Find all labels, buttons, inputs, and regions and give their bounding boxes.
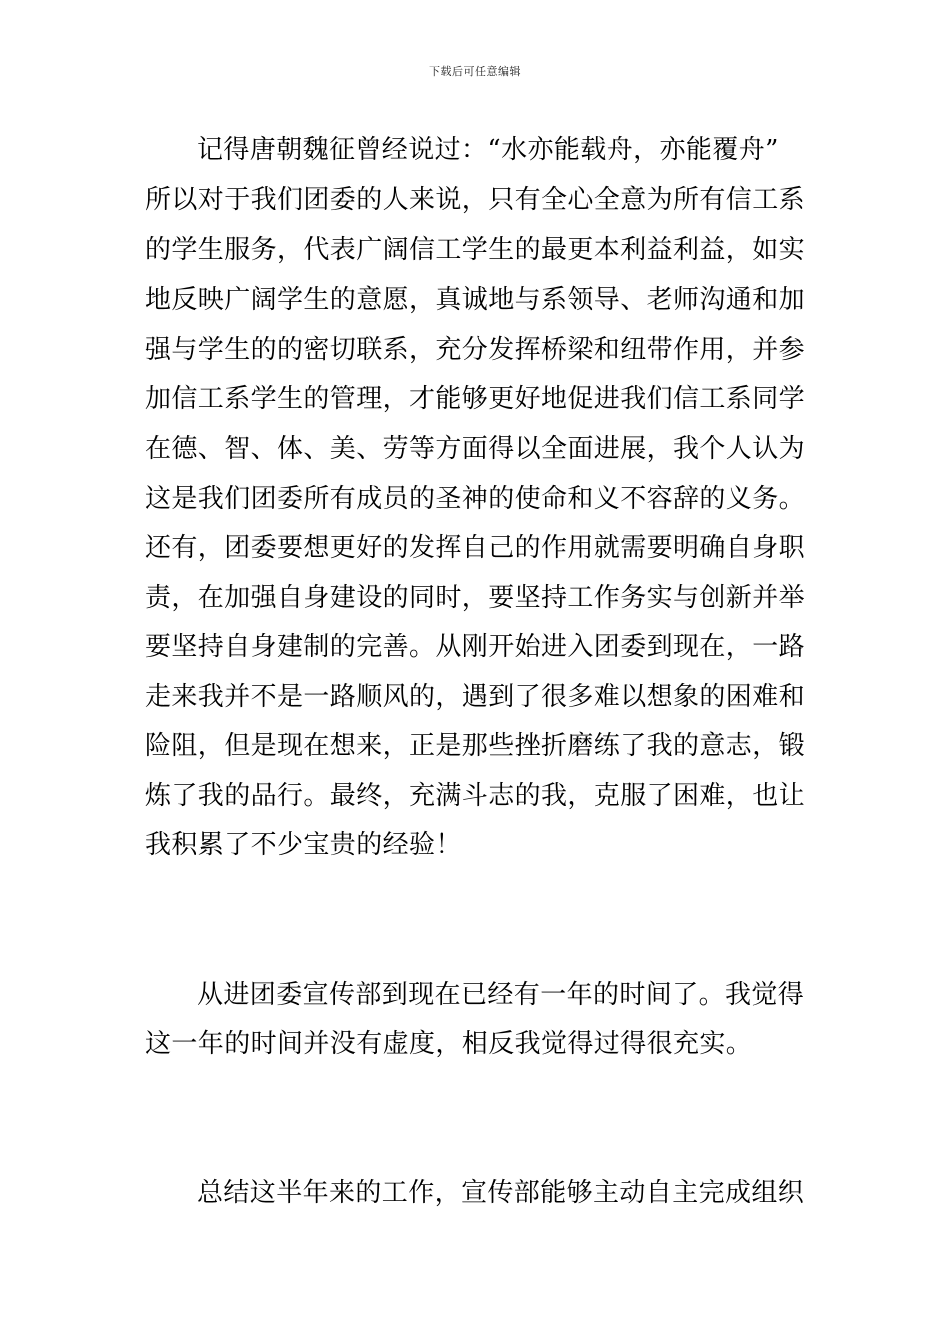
text-line: 强与学生的的密切联系，充分发挥桥梁和纽带作用，并参 [145,335,806,365]
text-line: 我积累了不少宝贵的经验！ [145,830,462,860]
text-line: 这是我们团委所有成员的圣神的使命和义不容辞的义务。 [145,484,806,514]
text-line: 炼了我的品行。最终，充满斗志的我，克服了困难，也让 [145,781,806,811]
page-header: 下载后可任意编辑 [429,65,521,78]
text-line: 在德、智、体、美、劳等方面得以全面进展，我个人认为 [145,434,806,464]
text-line: 总结这半年来的工作，宣传部能够主动自主完成组织 [197,1178,805,1208]
text-line: 的学生服务，代表广阔信工学生的最更本利益利益，如实 [145,235,806,265]
text-line: 记得唐朝魏征曾经说过：“水亦能载舟，亦能覆舟” [197,135,779,165]
text-line: 险阻，但是现在想来，正是那些挫折磨练了我的意志，锻 [145,731,806,761]
text-line: 这一年的时间并没有虚度，相反我觉得过得很充实。 [145,1029,753,1059]
text-line: 加信工系学生的管理，才能够更好地促进我们信工系同学 [145,384,806,414]
text-line: 还有，团委要想更好的发挥自己的作用就需要明确自身职 [145,533,806,563]
text-line: 地反映广阔学生的意愿，真诚地与系领导、老师沟通和加 [145,285,806,315]
text-line: 要坚持自身建制的完善。从刚开始进入团委到现在，一路 [145,632,806,662]
text-line: 从进团委宣传部到现在已经有一年的时间了。我觉得 [197,980,805,1010]
text-line: 所以对于我们团委的人来说，只有全心全意为所有信工系 [145,185,806,215]
text-line: 责，在加强自身建设的同时，要坚持工作务实与创新并举 [145,583,806,613]
text-line: 走来我并不是一路顺风的，遇到了很多难以想象的困难和 [145,682,806,712]
